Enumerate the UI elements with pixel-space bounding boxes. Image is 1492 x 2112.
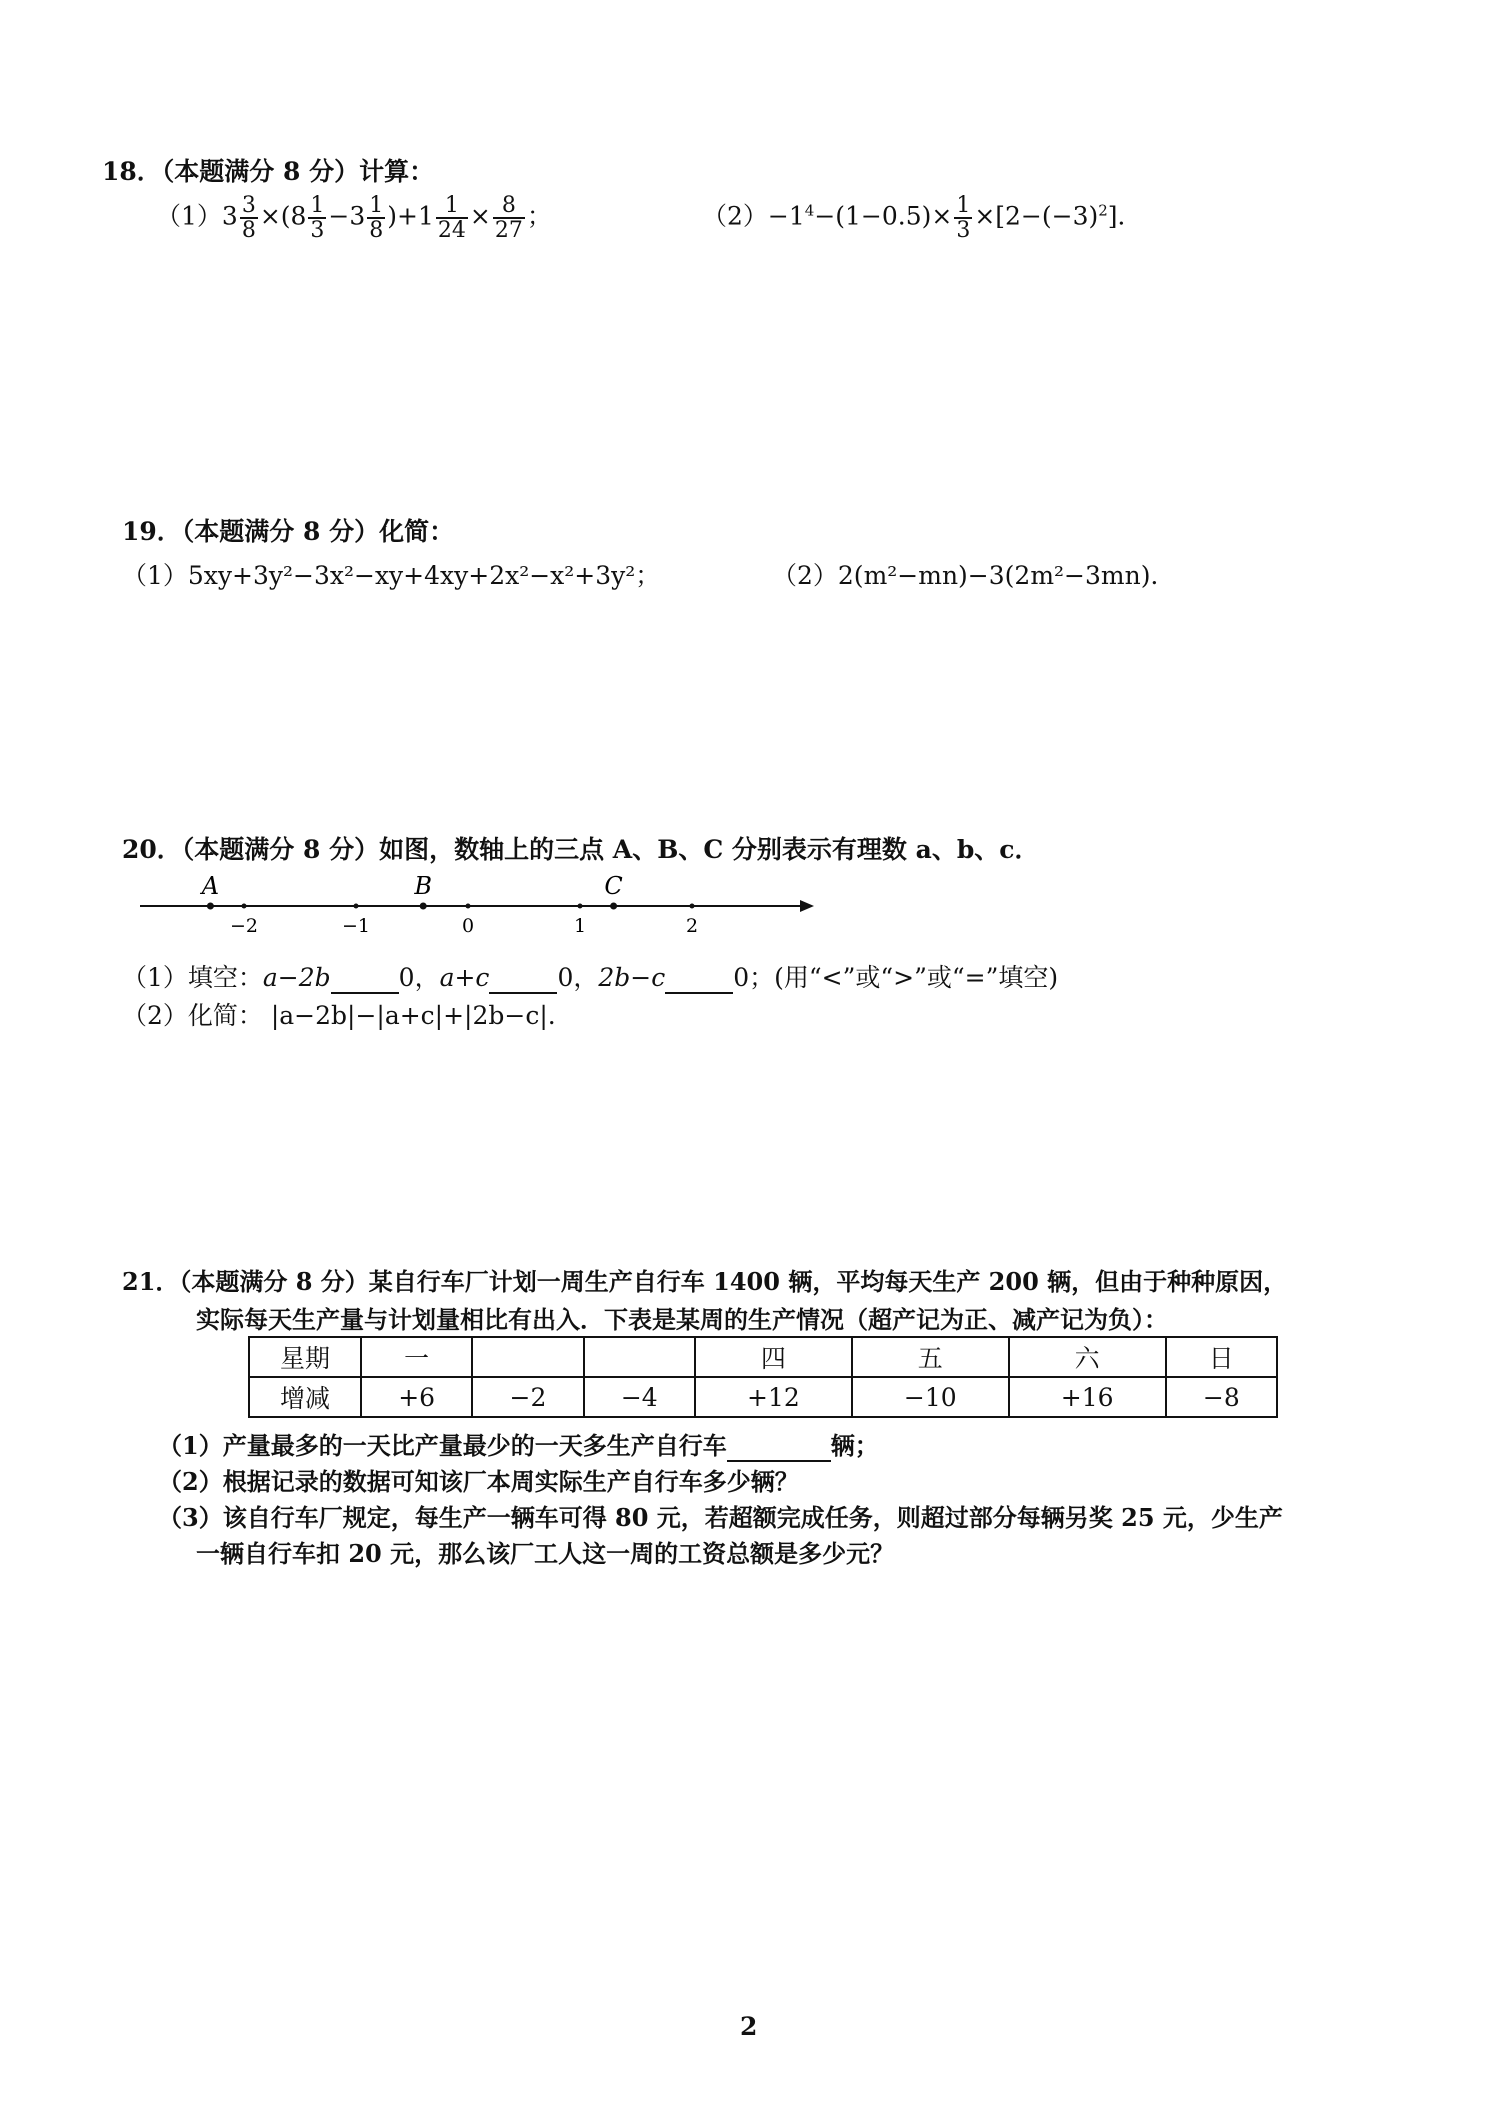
number-line-tick xyxy=(690,904,695,909)
q18-part2-label: （2） xyxy=(702,201,768,231)
number-line-point xyxy=(610,903,617,910)
number-line-tick-label: 0 xyxy=(461,915,475,937)
answer-blank[interactable] xyxy=(665,963,733,994)
q18-part1-term: )+1 xyxy=(387,201,434,231)
table-cell: −8 xyxy=(1166,1377,1277,1417)
table-cell xyxy=(472,1337,583,1377)
table-cell: +6 xyxy=(361,1377,472,1417)
number-line-tick xyxy=(578,904,583,909)
number-line-point xyxy=(420,903,427,910)
table-header-row xyxy=(249,1337,1277,1377)
number-line-tick-label: 2 xyxy=(685,915,699,937)
q20-part2: （2）化简： |a−2b|−|a+c|+|2b−c|. xyxy=(122,1001,556,1030)
q18-part2-term: ]． xyxy=(1107,201,1143,231)
number-line-tick xyxy=(354,904,359,909)
q20-part1-text: 0， xyxy=(557,963,599,992)
answer-blank[interactable] xyxy=(727,1431,831,1462)
q19-part2: （2）2(m²−mn)−3(2m²−3mn)． xyxy=(772,561,1176,590)
q20-part1-prefix: （1）填空： xyxy=(122,963,263,992)
production-table xyxy=(248,1336,1278,1418)
q19-header: 19．（本题满分 8 分）化简： xyxy=(122,517,455,546)
number-line xyxy=(130,868,830,948)
table-cell: −10 xyxy=(852,1377,1009,1417)
exponent: 4 xyxy=(804,201,815,220)
q20-part1 xyxy=(122,958,1058,994)
table-cell: 一 xyxy=(361,1337,472,1377)
exponent: 2 xyxy=(1098,201,1108,220)
number-line-tick xyxy=(466,904,471,909)
table-cell: +16 xyxy=(1009,1377,1166,1417)
q21-part3-line2: 一辆自行车扣 20 元，那么该厂工人这一周的工资总额是多少元？ xyxy=(196,1539,895,1568)
table-row xyxy=(249,1377,1277,1417)
number-line-tick xyxy=(242,904,247,909)
q18-part1-label: （1） xyxy=(156,201,222,231)
page-number: 2 xyxy=(740,2012,758,2041)
fraction: $\frac{1}{8}$ xyxy=(369,193,384,244)
q21-part2: （2）根据记录的数据可知该厂本周实际生产自行车多少辆？ xyxy=(158,1467,799,1496)
table-cell: 增减 xyxy=(249,1377,361,1417)
q20-header: 20．（本题满分 8 分）如图，数轴上的三点 A、B、C 分别表示有理数 a、b、c． xyxy=(122,835,1040,864)
q21-part1-text: （1）产量最多的一天比产量最少的一天多生产自行车 xyxy=(158,1431,727,1460)
q21-part1 xyxy=(158,1426,879,1462)
q20-expression: a+c xyxy=(439,963,490,992)
table-cell: 五 xyxy=(852,1337,1009,1377)
table-cell: 日 xyxy=(1166,1337,1277,1377)
q20-part1-text: 0， xyxy=(398,963,440,992)
fraction: $\frac{1}{3}$ xyxy=(310,193,325,244)
answer-blank[interactable] xyxy=(331,963,399,994)
table-cell: +12 xyxy=(695,1377,852,1417)
q18-part2-term: −1 xyxy=(767,201,805,231)
number-line-point xyxy=(207,903,214,910)
q18-part1-term: ； xyxy=(526,201,552,231)
number-line-point-label: B xyxy=(414,872,433,900)
q21-part1-text: 辆； xyxy=(830,1431,879,1460)
table-cell: 星期 xyxy=(249,1337,361,1377)
number-line-tick-label: −1 xyxy=(341,915,371,937)
table-cell: 六 xyxy=(1009,1337,1166,1377)
q18-part1-term: −3 xyxy=(328,201,366,231)
q20-expression: a−2b xyxy=(262,963,331,992)
q18-header: 18．（本题满分 8 分）计算： xyxy=(102,157,435,186)
q18-part1-term: × xyxy=(469,201,491,231)
q21-part3-line1: （3）该自行车厂规定，每生产一辆车可得 80 元，若超额完成任务，则超过部分每辆另奖 25 元，少生产 xyxy=(158,1503,1283,1532)
q18-part2-term: ×[2−(−3) xyxy=(974,201,1099,231)
number-line-point-label: C xyxy=(604,872,623,900)
q21-line1: 21．（本题满分 8 分）某自行车厂计划一周生产自行车 1400 辆，平均每天生产 200 辆，但由于种种原因， xyxy=(122,1267,1288,1296)
table-cell: 四 xyxy=(695,1337,852,1377)
answer-blank[interactable] xyxy=(489,963,557,994)
q20-expression: 2b−c xyxy=(598,963,666,992)
q18-part2-term: −(1−0.5)× xyxy=(814,201,953,231)
q20-part1-text: 0；(用“<”或“>”或“=”填空) xyxy=(733,963,1059,992)
number-line-tick-label: 1 xyxy=(573,915,587,937)
number-line-point-label: A xyxy=(201,872,220,900)
fraction: $\frac{1}{3}$ xyxy=(956,193,971,244)
q21-line2: 实际每天生产量与计划量相比有出入．下表是某周的生产情况（超产记为正、减产记为负）： xyxy=(196,1305,1168,1334)
fraction: $\frac{3}{8}$ xyxy=(241,193,256,244)
table-cell: −4 xyxy=(584,1377,695,1417)
q18-part1 xyxy=(156,194,552,242)
fraction: $\frac{8}{27}$ xyxy=(494,193,523,244)
fraction: $\frac{1}{24}$ xyxy=(437,193,466,244)
table-cell xyxy=(584,1337,695,1377)
q18-part2 xyxy=(702,194,1143,242)
table-cell: −2 xyxy=(472,1377,583,1417)
number-line-tick-label: −2 xyxy=(229,915,259,937)
number-line-arrow-icon xyxy=(800,900,814,912)
q19-part1: （1）5xy+3y²−3x²−xy+4xy+2x²−x²+3y²； xyxy=(122,561,661,590)
q18-part1-term: ×(8 xyxy=(259,201,307,231)
q18-part1-term: 3 xyxy=(221,201,238,231)
